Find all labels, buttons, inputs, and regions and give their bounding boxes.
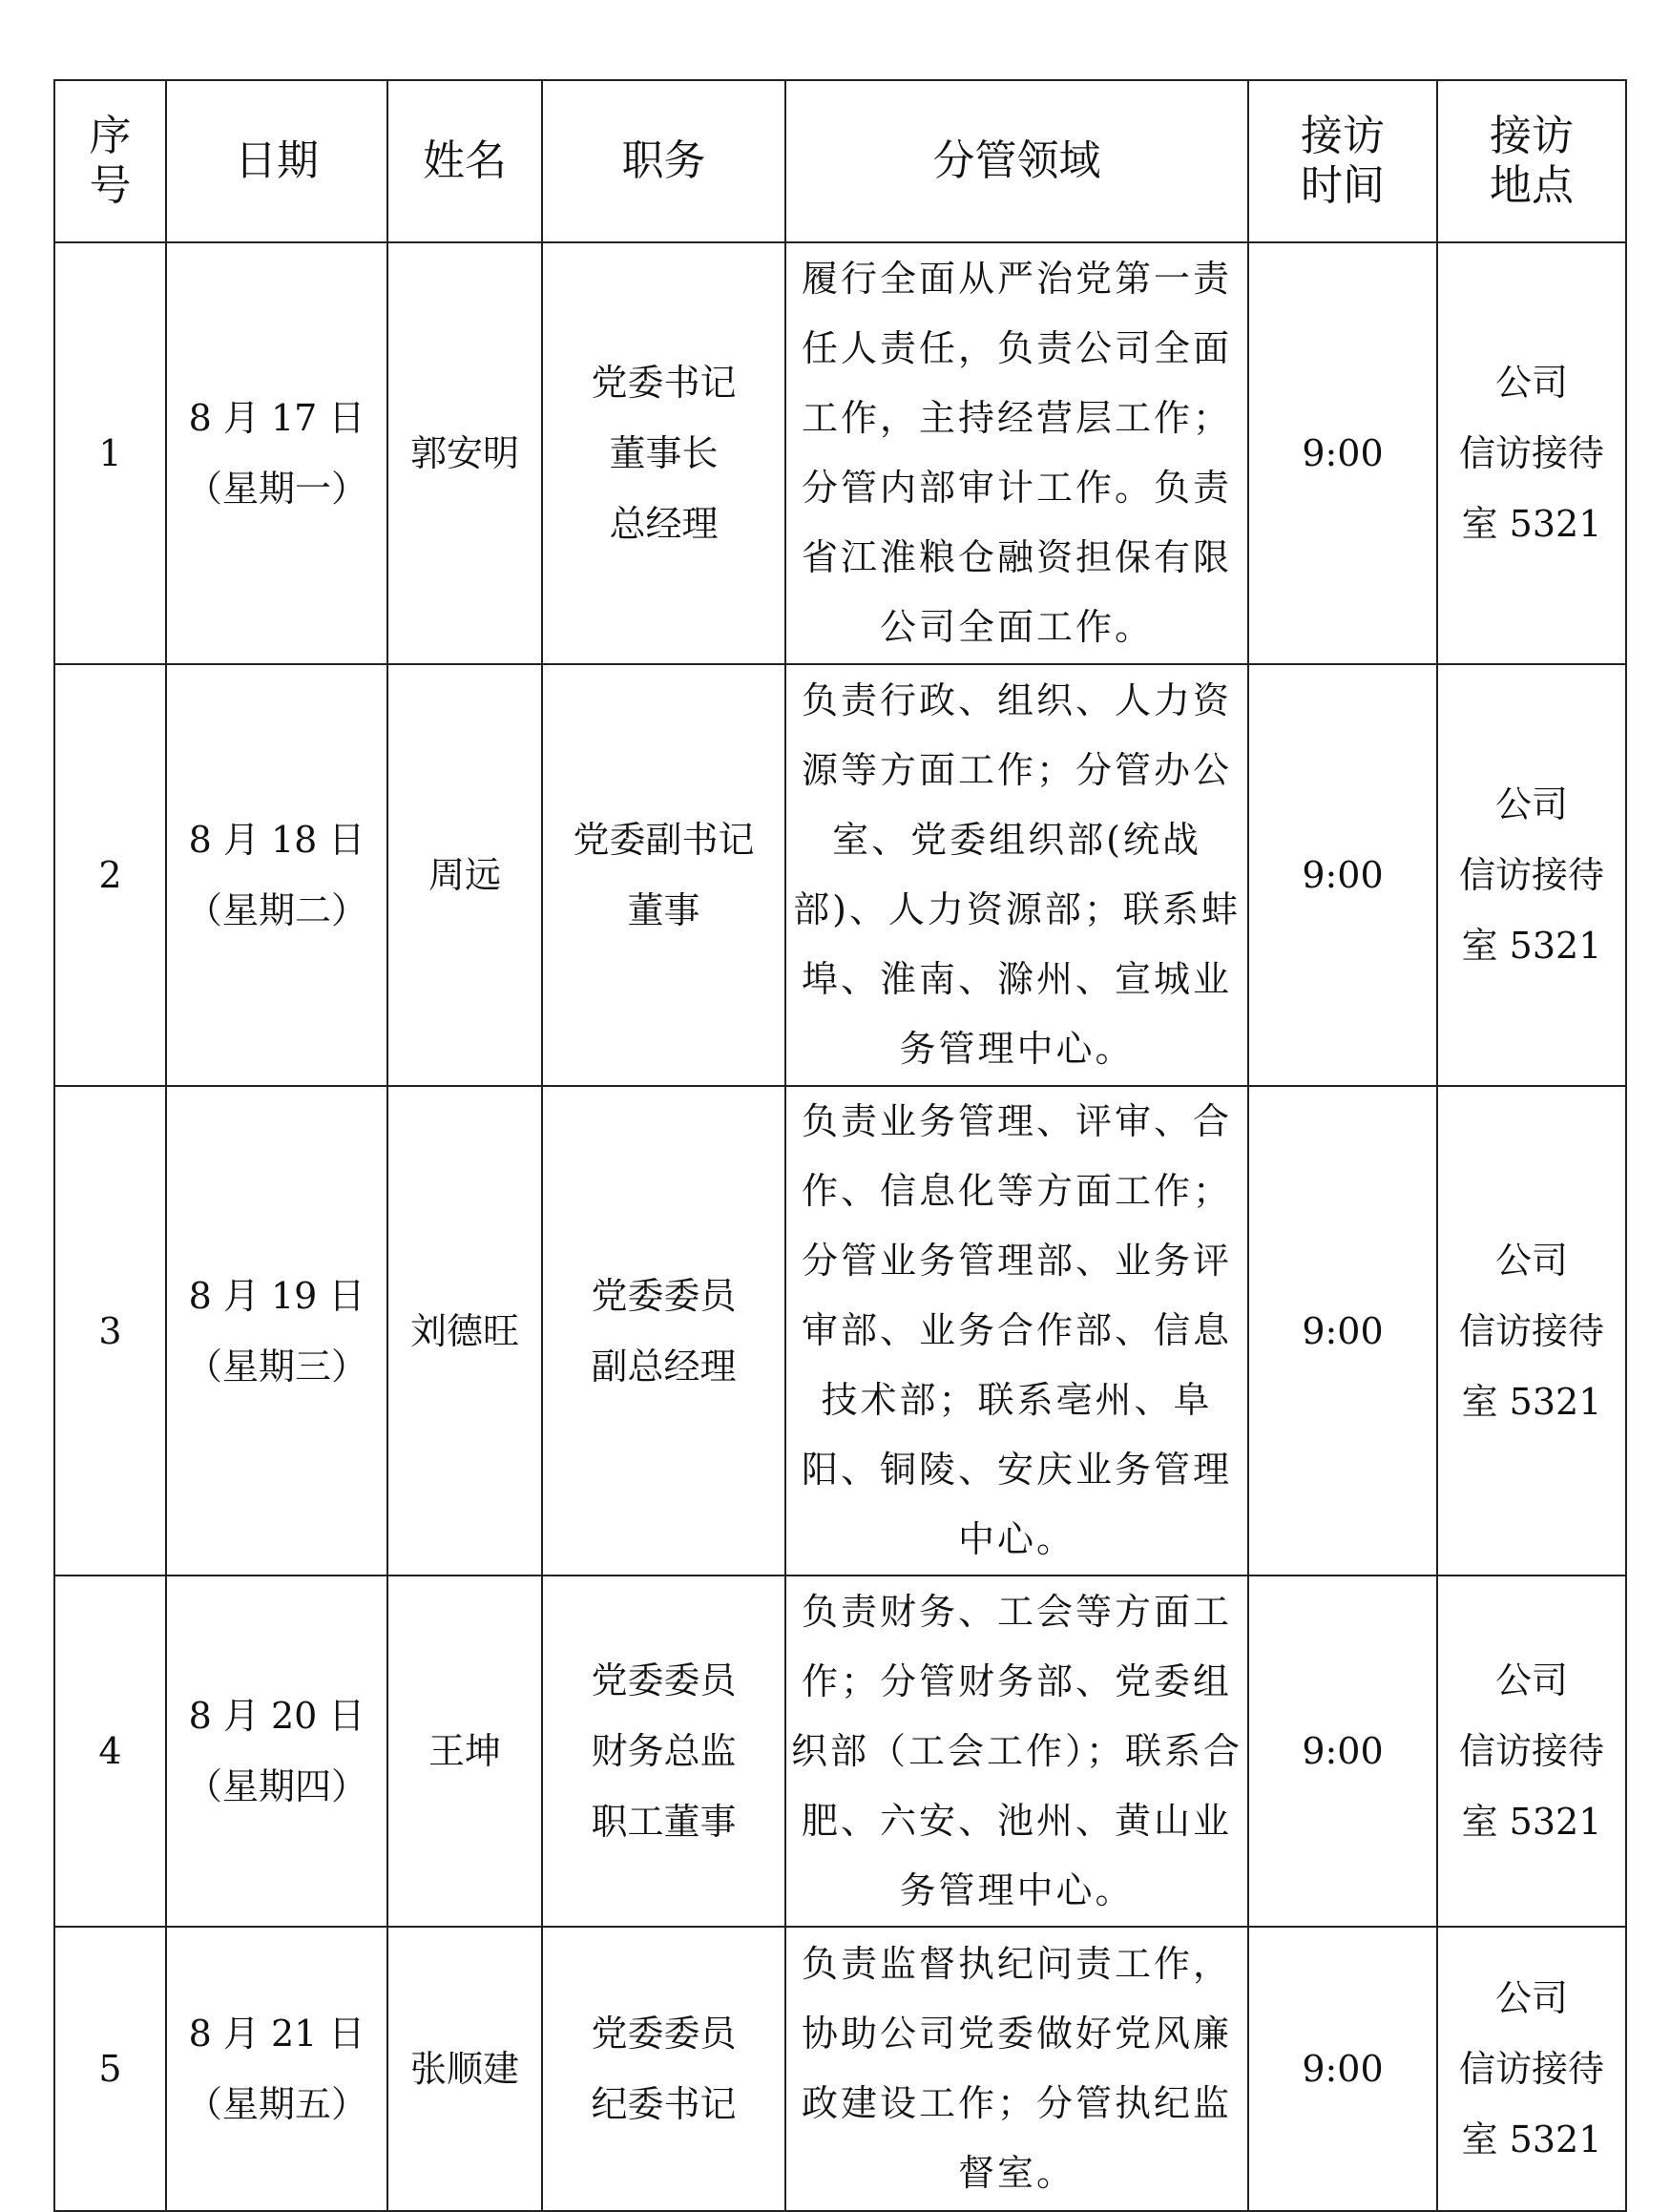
weekday-text: （星期四）: [185, 1765, 367, 1807]
row-name: 王坤: [387, 1576, 542, 1927]
date-text: 8 月 19 日: [188, 1274, 365, 1317]
place-line: 信访接待: [1458, 432, 1604, 474]
place-line: 公司: [1494, 1659, 1568, 1701]
row-place: [1437, 242, 1626, 664]
header-position: 职务: [542, 80, 785, 242]
row-name: 郭安明: [387, 242, 542, 664]
row-place: [1437, 1086, 1626, 1576]
place-line: 信访接待: [1458, 2048, 1604, 2090]
weekday-text: （星期五）: [185, 2083, 367, 2125]
place-line: 信访接待: [1458, 1730, 1604, 1772]
row-name: 刘德旺: [387, 1086, 542, 1576]
table-row: [54, 664, 1626, 1086]
header-seq: 序号: [54, 80, 166, 242]
row-time: 9:00: [1248, 664, 1437, 1086]
area-text: 负责业务管理、评审、合作、信息化等方面工作；分管业务管理部、业务评审部、业务合作部、信息技术部；联系亳州、阜阳、铜陵、安庆业务管理中心。: [801, 1100, 1232, 1560]
area-text: 负责财务、工会等方面工作；分管财务部、党委组织部（工会工作）；联系合肥、六安、池州、黄山业务管理中心。: [790, 1590, 1242, 1911]
position-line: 职工董事: [591, 1801, 737, 1843]
place-line: 公司: [1494, 1239, 1568, 1282]
weekday-text: （星期一）: [185, 468, 367, 510]
area-text: 负责行政、组织、人力资源等方面工作；分管办公室、党委组织部(统战部)、人力资源部；联系蚌埠、淮南、滁州、宣城业务管理中心。: [793, 679, 1241, 1070]
row-area: [785, 242, 1248, 664]
row-position: [542, 1576, 785, 1927]
position-line: 财务总监: [591, 1730, 737, 1772]
row-position: [542, 664, 785, 1086]
row-time: 9:00: [1248, 1086, 1437, 1576]
date-text: 8 月 21 日: [188, 2013, 365, 2055]
row-position: [542, 242, 785, 664]
place-line: 公司: [1494, 362, 1568, 404]
row-time: 9:00: [1248, 1576, 1437, 1927]
header-date: 日期: [166, 80, 387, 242]
row-area: [785, 1927, 1248, 2211]
place-line: 室 5321: [1461, 925, 1602, 967]
position-line: 党委书记: [591, 362, 737, 404]
table-row: [54, 242, 1626, 664]
position-line: 党委委员: [591, 1659, 737, 1701]
header-row: [54, 80, 1626, 242]
row-seq: 2: [54, 664, 166, 1086]
row-date: [166, 1927, 387, 2211]
position-line: 纪委书记: [591, 2083, 737, 2125]
table-row: [54, 1086, 1626, 1576]
position-line: 党委委员: [591, 1274, 737, 1317]
position-line: 党委副书记: [573, 819, 755, 861]
place-line: 室 5321: [1461, 1801, 1602, 1843]
place-line: 信访接待: [1458, 854, 1604, 896]
row-place: [1437, 1927, 1626, 2211]
table-row: [54, 1927, 1626, 2211]
place-line: 信访接待: [1458, 1309, 1604, 1352]
header-place: 接访地点: [1437, 80, 1626, 242]
row-position: [542, 1086, 785, 1576]
row-time: 9:00: [1248, 1927, 1437, 2211]
row-area: [785, 1086, 1248, 1576]
row-seq: 1: [54, 242, 166, 664]
place-line: 室 5321: [1461, 1380, 1602, 1423]
area-text: 负责监督执纪问责工作，协助公司党委做好党风廉政建设工作；分管执纪监督室。: [801, 1943, 1232, 2194]
weekday-text: （星期三）: [185, 1345, 367, 1388]
place-line: 室 5321: [1461, 503, 1602, 545]
date-text: 8 月 18 日: [188, 819, 365, 861]
header-area: 分管领域: [785, 80, 1248, 242]
position-line: 总经理: [609, 503, 719, 545]
row-seq: 4: [54, 1576, 166, 1927]
place-line: 公司: [1494, 783, 1568, 825]
weekday-text: （星期二）: [185, 889, 367, 931]
row-place: [1437, 1576, 1626, 1927]
row-position: [542, 1927, 785, 2211]
row-area: [785, 1576, 1248, 1927]
area-text: 履行全面从严治党第一责任人责任，负责公司全面工作，主持经营层工作；分管内部审计工作。负责省江淮粮仓融资担保有限公司全面工作。: [801, 258, 1232, 648]
header-time: 接访时间: [1248, 80, 1437, 242]
place-line: 室 5321: [1461, 2118, 1602, 2160]
row-date: [166, 664, 387, 1086]
row-seq: 5: [54, 1927, 166, 2211]
row-place: [1437, 664, 1626, 1086]
row-time: 9:00: [1248, 242, 1437, 664]
row-name: 张顺建: [387, 1927, 542, 2211]
place-line: 公司: [1494, 1977, 1568, 2019]
position-line: 董事长: [609, 432, 719, 474]
table-row: [54, 1576, 1626, 1927]
row-date: [166, 1576, 387, 1927]
row-area: [785, 664, 1248, 1086]
date-text: 8 月 17 日: [188, 397, 365, 439]
header-name: 姓名: [387, 80, 542, 242]
row-name: 周远: [387, 664, 542, 1086]
row-date: [166, 242, 387, 664]
date-text: 8 月 20 日: [188, 1695, 365, 1737]
reception-schedule-table: [53, 79, 1627, 2212]
position-line: 董事: [627, 889, 700, 931]
position-line: 党委委员: [591, 2013, 737, 2055]
position-line: 副总经理: [591, 1345, 737, 1388]
row-seq: 3: [54, 1086, 166, 1576]
row-date: [166, 1086, 387, 1576]
